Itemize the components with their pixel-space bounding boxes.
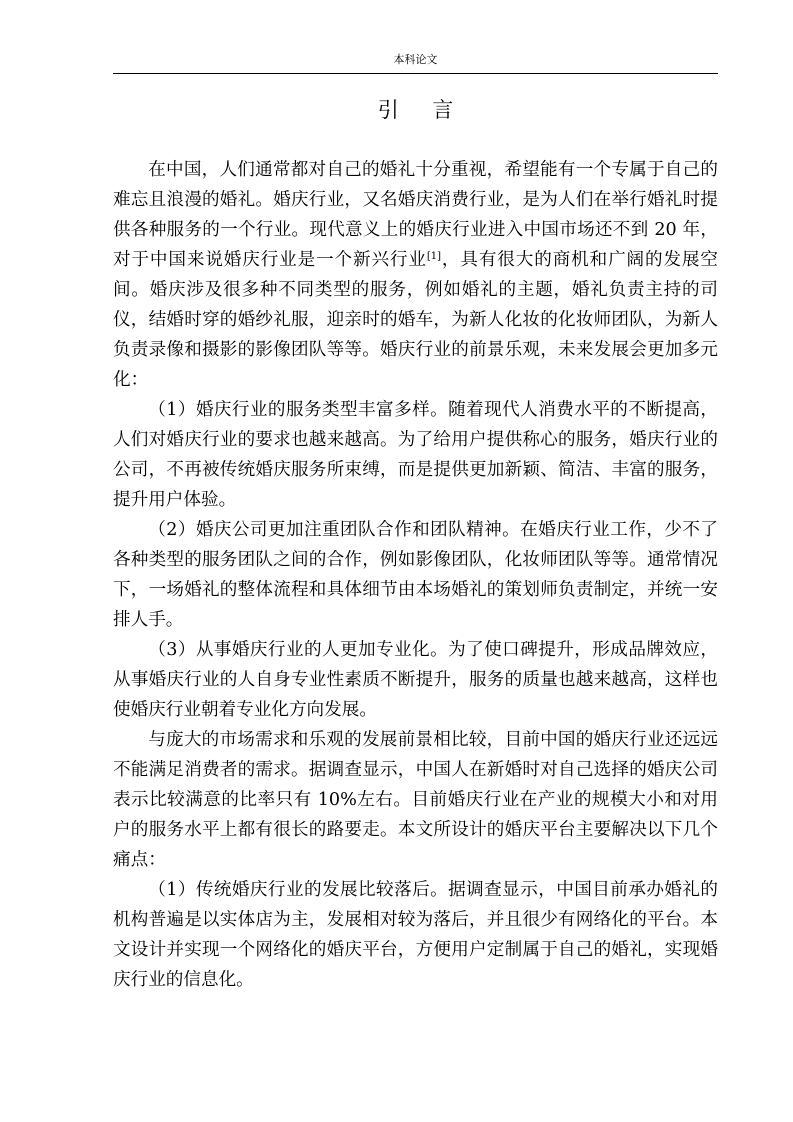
body-text xyxy=(113,155,718,995)
paragraph-intro xyxy=(113,155,718,395)
paragraph-trend-1: （1）婚庆行业的服务类型丰富多样。随着现代人消费水平的不断提高，人们对婚庆行业的要求也越来越高。为了给用户提供称心的服务，婚庆行业的公司，不再被传统婚庆服务所束缚，而是提供更加新颖、简洁、丰富的服务，提升用户体验。 xyxy=(113,400,718,510)
section-title: 引言 xyxy=(377,98,487,122)
paragraph-intro-start: 在中国，人们通常都对自己的婚礼十分重视，希望能有一个专属于自己的难忘且浪漫的婚礼。婚庆行业，又名婚庆消费行业，是为人们在举行婚礼时提供各种服务的一个行业。现代意义上的婚庆行业进入中国市场还不到 20 年，对于中国来说婚庆行业是一个新兴行业 xyxy=(113,160,718,270)
paragraph-painpoint-1: （1）传统婚庆行业的发展比较落后。据调查显示，中国目前承办婚礼的机构普遍是以实体店为主，发展相对较为落后，并且很少有网络化的平台。本文设计并实现一个网络化的婚庆平台，方便用户定制属于自己的婚礼，实现婚庆行业的信息化。 xyxy=(113,880,718,990)
header-rule xyxy=(113,73,718,74)
paragraph-trend-2: （2）婚庆公司更加注重团队合作和团队精神。在婚庆行业工作，少不了各种类型的服务团队之间的合作，例如影像团队，化妆师团队等等。通常情况下，一场婚礼的整体流程和具体细节由本场婚礼的策划师负责制定，并统一安排人手。 xyxy=(113,520,718,630)
citation-ref[interactable]: [1] xyxy=(426,251,442,262)
running-header: 本科论文 xyxy=(393,53,438,66)
paragraph-trend-3: （3）从事婚庆行业的人更加专业化。为了使口碑提升，形成品牌效应，从事婚庆行业的人自身专业性素质不断提升，服务的质量也越来越高，这样也使婚庆行业朝着专业化方向发展。 xyxy=(113,640,718,720)
paragraph-intro-end: ，具有很大的商机和广阔的发展空间。婚庆涉及很多种不同类型的服务，例如婚礼的主题，婚礼负责主持的司仪，结婚时穿的婚纱礼服，迎亲时的婚车，为新人化妆的化妆师团队，为新人负责录像和摄影的影像团队等等。婚庆行业的前景乐观，未来发展会更加多元化： xyxy=(113,250,718,390)
paragraph-market: 与庞大的市场需求和乐观的发展前景相比较，目前中国的婚庆行业还远远不能满足消费者的需求。据调查显示，中国人在新婚时对自己选择的婚庆公司表示比较满意的比率只有 10%左右。目前婚庆行业在产业的规模大小和对用户的服务水平上都有很长的路要走。本文所设计的婚庆平台主要解决以下几个痛点： xyxy=(113,730,718,870)
